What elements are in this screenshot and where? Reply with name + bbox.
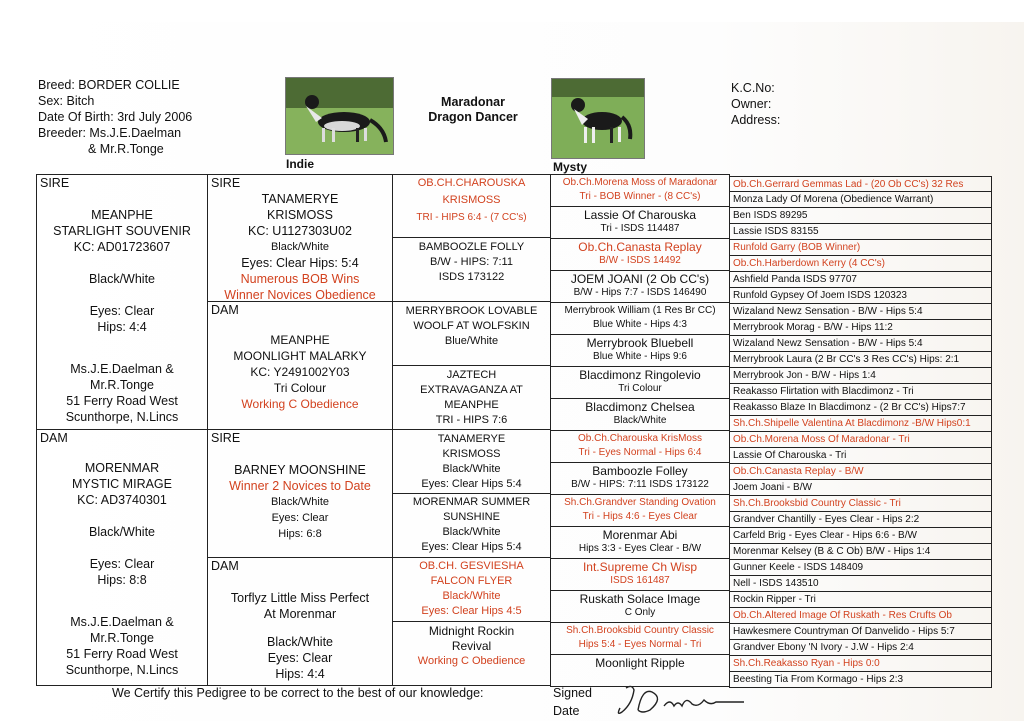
g4-ancestor-row: Ob.Ch.Harberdown Kerry (4 CC's): [729, 256, 992, 272]
g4-ancestor-row: Monza Lady Of Morena (Obedience Warrant): [729, 192, 992, 208]
ancestor-detail: Black/White: [613, 415, 667, 426]
ancestor-name: Merrybrook William (1 Res Br CC): [564, 305, 716, 316]
g4-ancestor-row: Ob.Ch.Morena Moss Of Maradonar - Tri: [729, 432, 992, 448]
dam-line: [37, 588, 207, 604]
dog-details: [38, 77, 192, 157]
sire-line: Scunthorpe, N.Lincs: [65, 410, 179, 424]
ancestor-line: JAZTECH: [446, 369, 497, 381]
owner-label: Owner:: [731, 97, 772, 111]
ancestor-line: MEANPHE: [444, 399, 499, 411]
g3-ancestor-cell: [550, 494, 730, 527]
dam-line: Ms.J.E.Daelman &: [70, 615, 174, 629]
ancestor-line: FALCON FLYER: [430, 575, 513, 587]
g4-ancestor-row: Merrybrook Laura (2 Br CC's 3 Res CC's) Hips: 2:1: [729, 352, 992, 368]
sire-line: Mr.R.Tonge: [90, 378, 154, 392]
sire-line: Eyes: Clear: [89, 304, 155, 318]
sex: Sex: Bitch: [38, 94, 95, 108]
g4-ancestor-row: Gunner Keele - ISDS 148409: [729, 560, 992, 576]
ancestor-name: Blacdimonz Chelsea: [585, 400, 695, 414]
ancestor-line: Black/White: [442, 590, 501, 602]
g4-ancestor-row: Rockin Ripper - Tri: [729, 592, 992, 608]
g2-ancestor-cell: [392, 621, 551, 686]
g4-ancestor-row: Runfold Garry (BOB Winner): [729, 240, 992, 256]
ancestor-detail: ISDS 161487: [610, 575, 670, 586]
dam-line: Eyes: Clear: [89, 557, 155, 571]
granddam-details: [208, 332, 392, 412]
sire-line: 51 Ferry Road West: [66, 394, 178, 408]
grandsire-line: Eyes: Clear: [271, 512, 329, 524]
ancestor-detail: C Only: [624, 607, 656, 618]
g4-ancestor-row: Wizaland Newz Sensation - B/W - Hips 5:4: [729, 304, 992, 320]
breeder: Breeder: Ms.J.E.Daelman: [38, 126, 182, 140]
ancestor-detail: Hips 5:4 - Eyes Normal - Tri: [578, 639, 702, 650]
grandsire-award: Numerous BOB Wins: [240, 272, 360, 286]
parent-dam-cell: [36, 429, 208, 686]
g3-ancestor-cell: [550, 526, 730, 559]
sire-label: SIRE: [40, 176, 70, 190]
ancestor-detail: Blue White - Hips 9:6: [593, 351, 687, 362]
g4-ancestor-row: Joem Joani - B/W: [729, 480, 992, 496]
g4-ancestor-row: Merrybrook Jon - B/W - Hips 1:4: [729, 368, 992, 384]
sire-line: Black/White: [89, 272, 155, 286]
ancestor-line: OB.CH. GESVIESHA: [419, 560, 524, 572]
ancestor-name: Bamboozle Folley: [592, 464, 688, 478]
dam-label: DAM: [40, 431, 68, 445]
grandsire-dam-side-cell: [207, 429, 393, 558]
sire-line: Ms.J.E.Daelman &: [70, 362, 174, 376]
certification-text: We Certify this Pedigree to be correct to the best of our knowledge:: [112, 686, 484, 700]
sire-line: [37, 335, 207, 351]
ancestor-name: Int.Supreme Ch Wisp: [582, 560, 698, 574]
ancestor-detail: B/W - Hips 7:7 - ISDS 146490: [573, 287, 707, 298]
ancestor-line: B/W - HIPS: 7:11: [430, 256, 513, 268]
ancestor-detail: Tri - BOB Winner - (8 CC's): [579, 191, 701, 202]
g3-ancestor-cell: [550, 398, 730, 431]
signature-image: [612, 682, 752, 723]
dam-label: DAM: [211, 303, 239, 317]
ancestor-award: Working C Obedience: [417, 655, 526, 667]
granddam-line: Black/White: [267, 635, 333, 649]
sire-line: STARLIGHT SOUVENIR: [53, 224, 191, 238]
dog-name: [398, 95, 548, 125]
g4-ancestor-row: Runfold Gypsey Of Joem ISDS 120323: [729, 288, 992, 304]
dog-name-line2: Dragon Dancer: [428, 110, 518, 124]
g4-ancestor-row: Sh.Ch.Shipelle Valentina At Blacdimonz -B/W Hips0:1: [729, 416, 992, 432]
ancestor-line: Revival: [451, 639, 492, 653]
granddam-line: MOONLIGHT MALARKY: [233, 349, 367, 363]
g4-ancestor-row: Reakasso Blaze In Blacdimonz - (2 Br CC's) Hips7:7: [729, 400, 992, 416]
ancestor-line: OB.CH.CHAROUSKA: [417, 177, 526, 189]
ancestor-detail: Blue White - Hips 4:3: [593, 319, 687, 330]
g4-ancestor-row: Reakasso Flirtation with Blacdimonz - Tri: [729, 384, 992, 400]
ancestor-detail: B/W - ISDS 14492: [599, 255, 681, 266]
g3-ancestor-cell: [550, 558, 730, 591]
g3-ancestor-cell: [550, 206, 730, 239]
ancestor-line: TANAMERYE: [437, 433, 506, 445]
granddam-line: Torflyz Little Miss Perfect: [230, 591, 370, 605]
g3-ancestor-cell: [550, 174, 730, 207]
sire-line: KC: AD01723607: [73, 240, 171, 254]
ancestor-detail: Hips 3:3 - Eyes Clear - B/W: [578, 543, 702, 554]
ancestor-line: Midnight Rockin: [428, 624, 515, 638]
g4-ancestor-row: Beesting Tia From Kormago - Hips 2:3: [729, 672, 992, 688]
date-label: Date: [553, 704, 580, 718]
g3-ancestor-cell: [550, 302, 730, 335]
ancestor-detail: B/W - HIPS: 7:11 ISDS 173122: [571, 479, 709, 490]
granddam-line: At Morenmar: [263, 607, 337, 621]
granddam-line: MEANPHE: [270, 333, 330, 347]
ancestor-line: TRI - HIPS 6:4 - (7 CC's): [416, 212, 527, 223]
sire-line: [37, 287, 207, 303]
kc-number-label: K.C.No:: [731, 81, 775, 95]
date-of-birth: Date Of Birth: 3rd July 2006: [38, 110, 193, 124]
granddam-dam-side-details: [208, 590, 392, 682]
sire-label: SIRE: [211, 431, 241, 445]
grandsire-line: KRISMOSS: [267, 208, 333, 222]
ancestor-line: MORENMAR SUMMER: [412, 496, 531, 508]
address-label: Address:: [731, 113, 781, 127]
ancestor-line: WOOLF AT WOLFSKIN: [413, 320, 530, 332]
g4-ancestor-row: Sh.Ch.Reakasso Ryan - Hips 0:0: [729, 656, 992, 672]
g2-ancestor-cell: [392, 557, 551, 622]
g4-ancestor-row: Ob.Ch.Canasta Replay - B/W: [729, 464, 992, 480]
ancestor-line: SUNSHINE: [443, 511, 500, 523]
ancestor-line: Blue/White: [444, 335, 499, 347]
dam-label: DAM: [211, 559, 239, 573]
grandsire-sire-side-cell: [207, 174, 393, 302]
ancestor-line: ISDS 173122: [438, 271, 505, 283]
g4-ancestor-row: Merrybrook Morag - B/W - Hips 11:2: [729, 320, 992, 336]
signed-label: Signed: [553, 686, 592, 700]
sire-line: MEANPHE: [91, 208, 153, 222]
sire-label: SIRE: [211, 176, 241, 190]
dam-line: KC: AD3740301: [77, 493, 167, 507]
ancestor-detail: Tri - ISDS 114487: [600, 223, 680, 234]
granddam-line: Hips: 4:4: [275, 667, 325, 681]
g4-ancestor-row: Sh.Ch.Brooksbid Country Classic - Tri: [729, 496, 992, 512]
ancestor-name: Blacdimonz Ringolevio: [579, 368, 701, 382]
g3-ancestor-cell: [550, 430, 730, 463]
ancestor-line: Black/White: [442, 463, 501, 475]
ancestor-detail: Tri - Eyes Normal - Hips 6:4: [578, 447, 702, 458]
parent-dam-details: [37, 460, 207, 678]
granddam-sire-side-cell: [207, 301, 393, 430]
sire-line: Hips: 4:4: [97, 320, 147, 334]
sire-line: [37, 351, 207, 361]
g4-ancestor-row: Lassie Of Charouska - Tri: [729, 448, 992, 464]
g4-ancestor-row: Morenmar Kelsey (B & C Ob) B/W - Hips 1:4: [729, 544, 992, 560]
grandsire-award: Winner Novices Obedience: [224, 288, 376, 302]
granddam-line: [208, 622, 392, 634]
grandsire-line: BARNEY MOONSHINE: [234, 463, 366, 477]
g2-ancestor-cell: [392, 237, 551, 302]
parent-sire-cell: [36, 174, 208, 430]
dam-line: 51 Ferry Road West: [66, 647, 178, 661]
g3-ancestor-cell: [550, 270, 730, 303]
g3-ancestor-cell: [550, 366, 730, 399]
ancestor-detail: Tri Colour: [618, 383, 662, 394]
dam-line: [37, 604, 207, 614]
ancestor-name: Merrybrook Bluebell: [586, 336, 694, 350]
g2-ancestor-cell: [392, 429, 551, 494]
ancestor-name: Sh.Ch.Grandver Standing Ovation: [564, 497, 716, 508]
ancestor-detail: Tri - Hips 4:6 - Eyes Clear: [582, 511, 698, 522]
g4-ancestor-row: Lassie ISDS 83155: [729, 224, 992, 240]
g4-ancestor-row: Ob.Ch.Altered Image Of Ruskath - Res Crufts Ob: [729, 608, 992, 624]
g4-ancestor-row: Grandver Ebony 'N Ivory - J.W - Hips 2:4: [729, 640, 992, 656]
dam-line: Scunthorpe, N.Lincs: [65, 663, 179, 677]
grandsire-line: Black/White: [270, 496, 330, 508]
g4-ancestor-row: Ben ISDS 89295: [729, 208, 992, 224]
breeder-second: & Mr.R.Tonge: [88, 142, 164, 156]
g2-ancestor-cell: [392, 493, 551, 558]
grandsire-dam-side-details: [208, 462, 392, 542]
grandsire-line: KC: U1127303U02: [247, 224, 352, 238]
grandsire-line: Eyes: Clear Hips: 5:4: [241, 256, 359, 270]
ancestor-name: Ob.Ch.Canasta Replay: [578, 240, 702, 254]
ancestor-line: KRISMOSS: [442, 194, 501, 206]
ancestor-line: TRI - HIPS 7:6: [435, 414, 508, 426]
parent-sire-details: [37, 207, 207, 425]
g4-ancestor-row: Carfeld Brig - Eyes Clear - Hips 6:6 - B/W: [729, 528, 992, 544]
g4-ancestor-row: Ob.Ch.Gerrard Gemmas Lad - (20 Ob CC's) 32 Res: [729, 176, 992, 192]
ancestor-name: JOEM JOANI (2 Ob CC's): [570, 272, 710, 286]
ancestor-name: Ob.Ch.Morena Moss of Maradonar: [562, 177, 718, 188]
g4-ancestor-row: Hawkesmere Countryman Of Danvelido - Hips 5:7: [729, 624, 992, 640]
g2-ancestor-cell: [392, 301, 551, 366]
ancestor-line: KRISMOSS: [442, 448, 501, 460]
g4-ancestor-row: Grandver Chantilly - Eyes Clear - Hips 2:2: [729, 512, 992, 528]
grandsire-line: TANAMERYE: [261, 192, 339, 206]
grandsire-line: Black/White: [270, 241, 330, 253]
dam-line: [37, 508, 207, 524]
dam-line: [37, 540, 207, 556]
granddam-dam-side-cell: [207, 557, 393, 686]
dog-photo-mysty: [551, 78, 645, 159]
grandsire-award: Winner 2 Novices to Date: [229, 479, 371, 493]
grandsire-details: [208, 191, 392, 302]
granddam-line: KC: Y2491002Y03: [250, 365, 350, 379]
ancestor-line: MERRYBROOK LOVABLE: [405, 305, 538, 317]
ancestor-name: Ruskath Solace Image: [579, 592, 701, 606]
g4-ancestor-row: Wizaland Newz Sensation - B/W - Hips 5:4: [729, 336, 992, 352]
dam-line: MORENMAR: [84, 461, 160, 475]
dog-photo-indie: [285, 77, 394, 155]
ancestor-line: EXTRAVAGANZA AT: [420, 384, 523, 396]
photo-label-indie: Indie: [286, 157, 315, 171]
registration-details: [731, 80, 780, 128]
g3-ancestor-cell: [550, 590, 730, 623]
ancestor-name: Morenmar Abi: [602, 528, 678, 542]
dam-line: Mr.R.Tonge: [90, 631, 154, 645]
g2-ancestor-cell: [392, 174, 551, 238]
granddam-line: Tri Colour: [273, 381, 327, 395]
g2-ancestor-cell: [392, 365, 551, 430]
ancestor-name: Sh.Ch.Brooksbid Country Classic: [566, 625, 714, 636]
granddam-award: Working C Obedience: [241, 397, 359, 411]
dam-line: Black/White: [89, 525, 155, 539]
ancestor-name: Ob.Ch.Charouska KrisMoss: [578, 433, 702, 444]
dog-name-line1: Maradonar: [441, 95, 505, 109]
ancestor-name: Moonlight Ripple: [595, 656, 685, 670]
grandsire-line: Hips: 6:8: [278, 528, 322, 540]
photo-label-mysty: Mysty: [553, 160, 588, 174]
g3-ancestor-cell: [550, 334, 730, 367]
ancestor-name: Lassie Of Charouska: [583, 208, 697, 222]
g3-ancestor-cell: [550, 462, 730, 495]
g4-ancestor-row: Ashfield Panda ISDS 97707: [729, 272, 992, 288]
g4-ancestor-row: Nell - ISDS 143510: [729, 576, 992, 592]
dam-line: MYSTIC MIRAGE: [71, 477, 172, 491]
dam-line: Hips: 8:8: [97, 573, 147, 587]
ancestor-line: Black/White: [442, 526, 501, 538]
granddam-line: Eyes: Clear: [267, 651, 333, 665]
g3-ancestor-cell: [550, 622, 730, 655]
sire-line: [37, 255, 207, 271]
ancestor-line: Eyes: Clear Hips 5:4: [421, 478, 522, 490]
ancestor-line: Eyes: Clear Hips 5:4: [421, 541, 522, 553]
ancestor-line: BAMBOOZLE FOLLY: [418, 241, 525, 253]
breed: Breed: BORDER COLLIE: [38, 78, 180, 92]
g3-ancestor-cell: [550, 238, 730, 271]
ancestor-line: Eyes: Clear Hips 4:5: [421, 605, 522, 617]
